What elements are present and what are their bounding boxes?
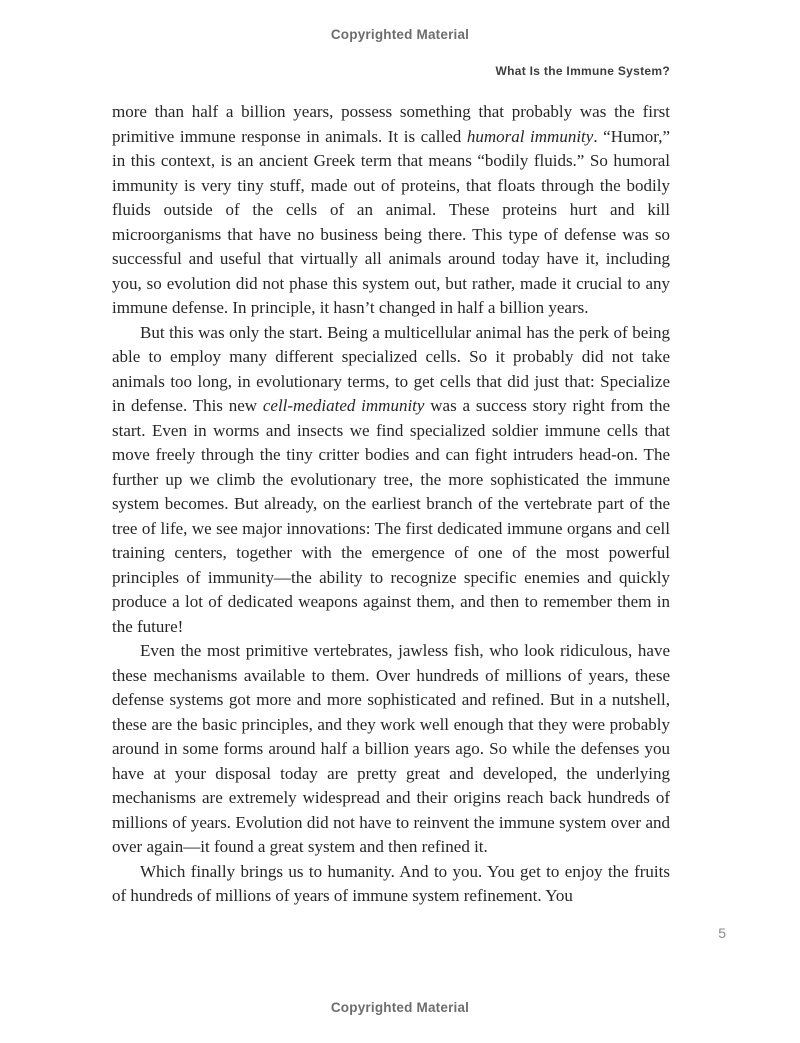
top-copyright-notice: Copyrighted Material: [330, 27, 470, 42]
paragraph: [112, 860, 670, 909]
italic-term: cell-mediated immunity: [262, 396, 425, 415]
paragraph-text: Which finally brings us to humanity. And to you. You get to enjoy the fruits of hundreds of millions of years of immune system refinement. You: [112, 861, 670, 905]
italic-term: humoral immunity: [466, 126, 594, 146]
paragraph-text: was a success story right from the start. Even in worms and insects we find specialized soldier immune cells that move freely through the tiny critter bodies and can fight intruders head-on. The further up we climb the evolutionary tree, the more sophisticated the immune system becomes. But already, on the earliest branch of the vertebrate part of the tree of life, we see major innovations: The first dedicated immune organs and cell training centers, together with the emergence of one of the most powerful principles of immunity—the ability to recognize specific enemies and quickly produce a lot of dedicated weapons against them, and then to remember them in the future!: [112, 396, 671, 636]
body-text: [112, 100, 670, 909]
paragraph: [112, 321, 670, 640]
page-number: 5: [718, 925, 726, 941]
paragraph-text: But this was only the start. Being a multicellular animal has the perk of being able to employ many different specialized cells. So it probably did not take animals too long, in evolutionary terms, to get cells that did just that: Specialize in defense. This new: [112, 322, 670, 415]
paragraph-text: Even the most primitive vertebrates, jawless fish, who look ridiculous, have these mechanisms available to them. Over hundreds of millions of years, these defense systems got more and more sophisticated and refined. But in a nutshell, these are the basic principles, and they work well enough that they were probably around in some forms around half a billion years ago. So while the defenses you have at your disposal today are pretty great and developed, the underlying mechanisms are extremely widespread and their origins reach back hundreds of millions of years. Evolution did not have to reinvent the immune system over and over again—it found a great system and then refined it.: [112, 641, 670, 856]
paragraph: [112, 639, 670, 860]
paragraph: [112, 100, 670, 321]
running-header: What Is the Immune System?: [495, 64, 670, 78]
paragraph-text: . “Humor,” in this context, is an ancient Greek term that means “bodily fluids.” So humoral immunity is very tiny stuff, made out of proteins, that floats through the bodily fluids outside of the cells of an animal. These proteins hurt and kill microorganisms that have no business being there. This type of defense was so successful and useful that virtually all animals around today have it, including you, so evolution did not phase this system out, but rather, made it crucial to any immune defense. In principle, it hasn’t changed in half a billion years.: [112, 126, 670, 317]
bottom-copyright-notice: Copyrighted Material: [330, 1000, 470, 1015]
paragraph-text: more than half a billion years, possess something that probably was the first primitive immune response in animals. It is called: [112, 102, 670, 146]
